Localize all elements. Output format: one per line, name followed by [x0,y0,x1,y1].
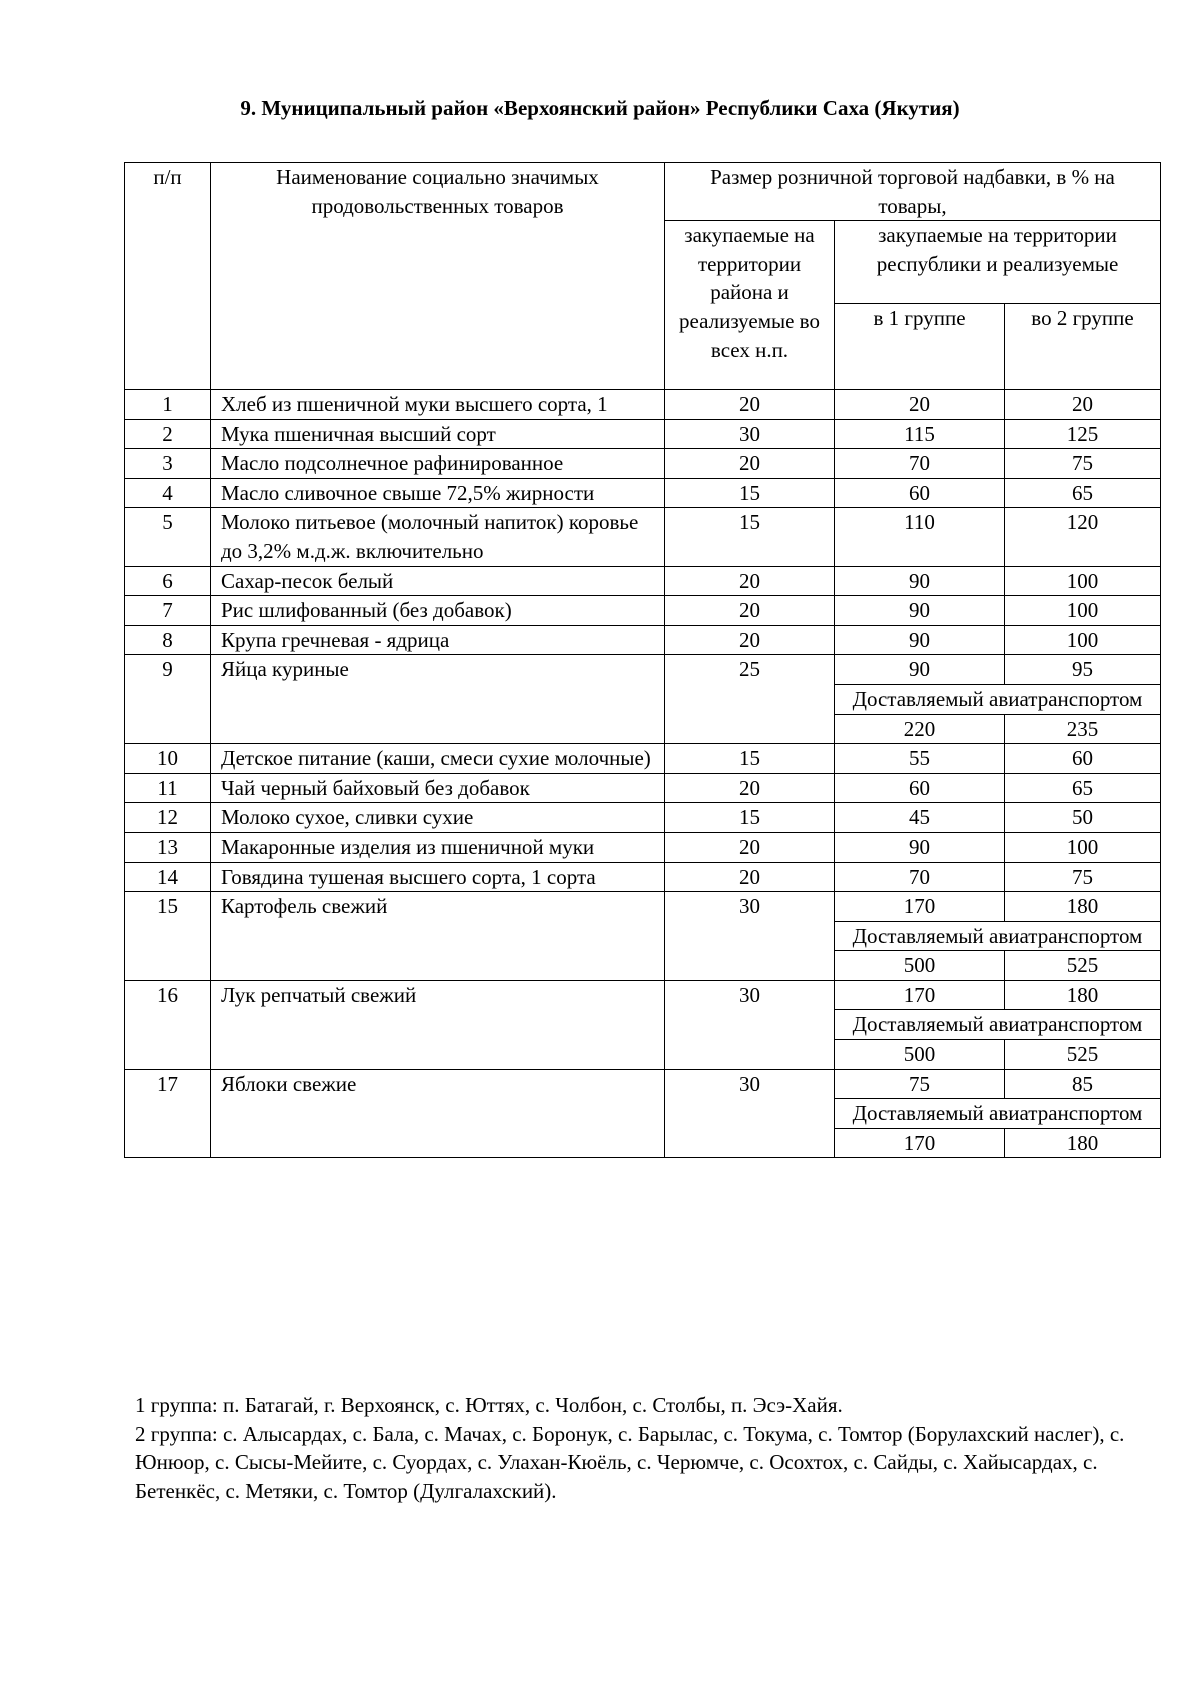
row-group1-markup: 170 [835,980,1005,1010]
row-local-markup: 20 [665,773,835,803]
row-group1-markup: 90 [835,832,1005,862]
table-row [125,1069,1161,1099]
row-product-name: Картофель свежий [211,892,665,981]
row-product-name: Молоко питьевое (молочный напиток) коровье до 3,2% м.д.ж. включительно [211,508,665,566]
row-group2-markup: 20 [1005,390,1161,420]
row-group1-markup: 90 [835,625,1005,655]
row-local-markup: 30 [665,1069,835,1158]
row-number: 10 [125,744,211,774]
table-row [125,803,1161,833]
row-product-name: Рис шлифованный (без добавок) [211,596,665,626]
row-group1-markup: 55 [835,744,1005,774]
row-product-name: Мука пшеничная высший сорт [211,419,665,449]
row-group2-markup: 65 [1005,773,1161,803]
row-product-name: Хлеб из пшеничной муки высшего сорта, 1 [211,390,665,420]
air-delivery-label: Доставляемый авиатранспортом [835,1010,1161,1040]
row-product-name: Яблоки свежие [211,1069,665,1158]
row-product-name: Макаронные изделия из пшеничной муки [211,832,665,862]
table-row [125,478,1161,508]
air-group2-markup: 525 [1005,951,1161,981]
table-row [125,980,1161,1010]
row-local-markup: 20 [665,832,835,862]
row-group2-markup: 180 [1005,892,1161,922]
header-group2: во 2 группе [1005,304,1161,390]
table-row [125,390,1161,420]
row-number: 2 [125,419,211,449]
air-group1-markup: 500 [835,951,1005,981]
table-row [125,625,1161,655]
row-product-name: Говядина тушеная высшего сорта, 1 сорта [211,862,665,892]
row-group2-markup: 100 [1005,596,1161,626]
air-group2-markup: 525 [1005,1040,1161,1070]
row-group1-markup: 170 [835,892,1005,922]
markup-table [124,162,1161,1158]
row-number: 1 [125,390,211,420]
table-row [125,832,1161,862]
row-local-markup: 15 [665,508,835,566]
air-group1-markup: 220 [835,714,1005,744]
row-number: 16 [125,980,211,1069]
row-group2-markup: 180 [1005,980,1161,1010]
row-number: 6 [125,566,211,596]
row-local-markup: 20 [665,625,835,655]
row-number: 8 [125,625,211,655]
row-number: 17 [125,1069,211,1158]
header-row-1 [125,163,1161,221]
footer-group2: 2 группа: с. Алысардах, с. Бала, с. Мачах, с. Боронук, с. Барылас, с. Токума, с. Томтор (Борулахский наслег), с. Юнюор, с. Сысы-Мейите, с. Суордах, с. Улахан-Кюёль, с. Черюмче, с. Осохтох, с. Сайды, с. Хайысардах, с. Бетенкёс, с. Метяки, с. Томтор (Дулгалахский). [135,1421,1125,1503]
row-number: 5 [125,508,211,566]
row-local-markup: 15 [665,803,835,833]
air-delivery-label: Доставляемый авиатранспортом [835,1099,1161,1129]
row-number: 15 [125,892,211,981]
row-number: 11 [125,773,211,803]
row-group1-markup: 60 [835,478,1005,508]
table-row [125,596,1161,626]
air-group1-markup: 170 [835,1128,1005,1158]
header-local: закупаемые на территории района и реализуемые во всех н.п. [665,221,835,390]
row-group2-markup: 75 [1005,449,1161,479]
row-local-markup: 20 [665,566,835,596]
row-product-name: Лук репчатый свежий [211,980,665,1069]
row-group1-markup: 90 [835,596,1005,626]
row-product-name: Детское питание (каши, смеси сухие молочные) [211,744,665,774]
row-group2-markup: 100 [1005,625,1161,655]
table-row [125,566,1161,596]
row-group1-markup: 70 [835,449,1005,479]
row-local-markup: 30 [665,980,835,1069]
row-product-name: Чай черный байховый без добавок [211,773,665,803]
row-number: 14 [125,862,211,892]
row-group2-markup: 85 [1005,1069,1161,1099]
markup-table-body [125,163,1161,1158]
row-group2-markup: 65 [1005,478,1161,508]
row-group1-markup: 115 [835,419,1005,449]
header-num: п/п [125,163,211,390]
row-number: 12 [125,803,211,833]
footer-group1: 1 группа: п. Батагай, г. Верхоянск, с. Юттях, с. Чолбон, с. Столбы, п. Эсэ-Хайя. [135,1393,843,1417]
table-row [125,449,1161,479]
row-group1-markup: 75 [835,1069,1005,1099]
air-delivery-label: Доставляемый авиатранспортом [835,684,1161,714]
air-group2-markup: 180 [1005,1128,1161,1158]
table-row [125,773,1161,803]
header-group1: в 1 группе [835,304,1005,390]
row-group2-markup: 100 [1005,832,1161,862]
row-local-markup: 25 [665,655,835,744]
row-product-name: Масло сливочное свыше 72,5% жирности [211,478,665,508]
row-number: 4 [125,478,211,508]
row-group2-markup: 50 [1005,803,1161,833]
row-number: 7 [125,596,211,626]
row-local-markup: 20 [665,596,835,626]
row-group2-markup: 120 [1005,508,1161,566]
row-product-name: Крупа гречневая - ядрица [211,625,665,655]
header-name: Наименование социально значимых продовольственных товаров [211,163,665,390]
row-group1-markup: 60 [835,773,1005,803]
air-delivery-label: Доставляемый авиатранспортом [835,921,1161,951]
row-group1-markup: 110 [835,508,1005,566]
row-number: 13 [125,832,211,862]
table-row [125,419,1161,449]
row-local-markup: 20 [665,390,835,420]
row-local-markup: 15 [665,478,835,508]
row-product-name: Яйца куриные [211,655,665,744]
page-title: 9. Муниципальный район «Верхоянский район» Республики Саха (Якутия) [240,96,960,120]
air-group2-markup: 235 [1005,714,1161,744]
row-product-name: Молоко сухое, сливки сухие [211,803,665,833]
row-group1-markup: 45 [835,803,1005,833]
table-row [125,655,1161,685]
row-group2-markup: 100 [1005,566,1161,596]
table-row [125,862,1161,892]
table-row [125,508,1161,566]
row-local-markup: 20 [665,449,835,479]
row-group1-markup: 70 [835,862,1005,892]
row-product-name: Масло подсолнечное рафинированное [211,449,665,479]
row-local-markup: 20 [665,862,835,892]
air-group1-markup: 500 [835,1040,1005,1070]
row-group2-markup: 125 [1005,419,1161,449]
row-group1-markup: 90 [835,655,1005,685]
header-republic: закупаемые на территории республики и реализуемые [835,221,1161,304]
row-number: 9 [125,655,211,744]
row-group2-markup: 75 [1005,862,1161,892]
row-product-name: Сахар-песок белый [211,566,665,596]
row-group1-markup: 90 [835,566,1005,596]
row-group1-markup: 20 [835,390,1005,420]
row-local-markup: 15 [665,744,835,774]
row-local-markup: 30 [665,419,835,449]
footer-notes [135,1391,1145,1505]
header-markup: Размер розничной торговой надбавки, в % на товары, [665,163,1161,221]
row-number: 3 [125,449,211,479]
table-row [125,744,1161,774]
row-group2-markup: 60 [1005,744,1161,774]
row-local-markup: 30 [665,892,835,981]
row-group2-markup: 95 [1005,655,1161,685]
table-row [125,892,1161,922]
